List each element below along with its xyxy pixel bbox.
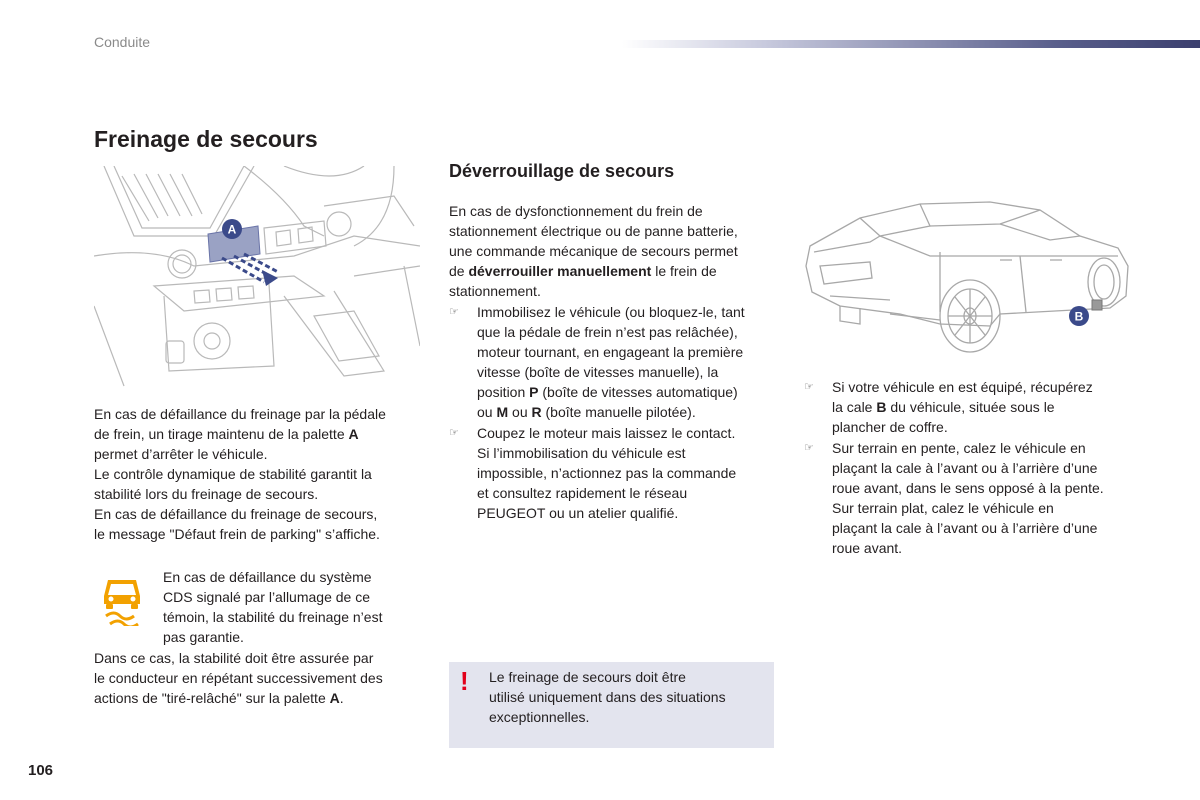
exclamation-icon: ! <box>460 666 469 696</box>
dashboard-illustration <box>94 166 420 392</box>
left-column-text <box>94 404 424 544</box>
text-line: et consultez rapidement le réseau <box>477 485 688 501</box>
text-line: roue avant. <box>832 540 903 556</box>
bullet-item <box>449 423 779 523</box>
text-bold: déverrouiller manuellement <box>468 263 652 279</box>
text-line: la cale <box>832 399 877 415</box>
text-line: Sur terrain plat, calez le véhicule en <box>832 500 1054 516</box>
text-line: roue avant, dans le sens opposé à la pente. <box>832 480 1104 496</box>
text-line: le conducteur en répétant successivement des <box>94 670 383 686</box>
text-line: plancher de coffre. <box>832 419 948 435</box>
text-line: PEUGEOT ou un atelier qualifié. <box>477 505 679 521</box>
callout-a-label: A <box>227 222 237 237</box>
cds-warning-icon <box>98 572 146 626</box>
text-line: Immobilisez le véhicule (ou bloquez-le, tant <box>477 304 745 320</box>
text-bold: R <box>531 404 542 420</box>
text-line: stationnement électrique ou de panne batterie, <box>449 223 738 239</box>
hand-pointer-icon: ☞ <box>449 306 459 318</box>
text-line: que la pédale de frein n’est pas relâchée), <box>477 324 738 340</box>
cds-text <box>163 567 423 647</box>
page-number: 106 <box>28 762 54 779</box>
section-label: Conduite <box>94 34 151 50</box>
text-line: le frein de <box>651 263 717 279</box>
text-bold: P <box>529 384 539 400</box>
text-line: ou <box>477 404 497 420</box>
middle-intro <box>449 201 779 301</box>
text-line: En cas de défaillance du freinage par la pédale <box>94 406 386 422</box>
text-line: . <box>339 690 344 706</box>
text-line: une commande mécanique de secours permet <box>449 243 738 259</box>
text-line: vitesse (boîte de vitesses manuelle), la <box>477 364 719 380</box>
paragraph <box>94 404 424 544</box>
bullet-text <box>832 377 1134 437</box>
text-line: de <box>449 263 469 279</box>
left-final-paragraph <box>94 648 424 708</box>
bullet-text <box>477 423 779 523</box>
text-line: ou <box>508 404 532 420</box>
text-line: Dans ce cas, la stabilité doit être assurée par <box>94 650 374 666</box>
text-line: de frein, un tirage maintenu de la palette <box>94 426 349 442</box>
text-line: Sur terrain en pente, calez le véhicule en <box>832 440 1086 456</box>
text-line: plaçant la cale à l’avant ou à l’arrière d’une <box>832 520 1098 536</box>
text-line: Le freinage de secours doit être <box>489 669 686 685</box>
text-line: (boîte de vitesses automatique) <box>538 384 738 400</box>
bullet-item <box>804 438 1134 558</box>
text-bold: B <box>876 399 887 415</box>
text-line: position <box>477 384 530 400</box>
text-line: impossible, n’actionnez pas la commande <box>477 465 737 481</box>
hand-pointer-icon: ☞ <box>804 442 814 454</box>
text-line: du véhicule, située sous le <box>886 399 1055 415</box>
text-line: stationnement. <box>449 283 541 299</box>
text-bold: A <box>348 426 359 442</box>
warning-text <box>489 667 759 727</box>
text-line: exceptionnelles. <box>489 709 590 725</box>
text-line: plaçant la cale à l’avant ou à l’arrière d’une <box>832 460 1098 476</box>
text-line: le message "Défaut frein de parking" s’affiche. <box>94 526 380 542</box>
bullet-text <box>832 438 1134 558</box>
text-bold: A <box>329 690 340 706</box>
text-line: Le contrôle dynamique de stabilité garantit la <box>94 466 372 482</box>
callout-b-label: B <box>1074 309 1084 324</box>
car-illustration <box>800 196 1135 358</box>
bullet-text <box>477 302 779 422</box>
text-line: stabilité lors du freinage de secours. <box>94 486 319 502</box>
text-bold: M <box>496 404 509 420</box>
text-line: Si votre véhicule en est équipé, récupérez <box>832 379 1093 395</box>
text-line: Si l’immobilisation du véhicule est <box>477 445 686 461</box>
hand-pointer-icon: ☞ <box>804 381 814 393</box>
text-line: En cas de dysfonctionnement du frein de <box>449 203 703 219</box>
text-line: témoin, la stabilité du freinage n’est <box>163 609 383 625</box>
text-line: pas garantie. <box>163 629 244 645</box>
text-line: actions de "tiré-relâché" sur la palette <box>94 690 330 706</box>
bullet-item <box>804 377 1134 437</box>
hand-pointer-icon: ☞ <box>449 427 459 439</box>
text-line: permet d’arrêter le véhicule. <box>94 446 268 462</box>
header-accent-bar <box>622 40 1200 48</box>
bullet-item <box>449 302 779 422</box>
text-line: En cas de défaillance du système <box>163 569 372 585</box>
text-line: utilisé uniquement dans des situations <box>489 689 726 705</box>
text-line: Coupez le moteur mais laissez le contact. <box>477 425 736 441</box>
text-line: CDS signalé par l’allumage de ce <box>163 589 370 605</box>
text-line: (boîte manuelle pilotée). <box>541 404 696 420</box>
page-title: Freinage de secours <box>94 126 318 152</box>
section-subheading: Déverrouillage de secours <box>449 161 675 181</box>
text-line: En cas de défaillance du freinage de secours, <box>94 506 378 522</box>
text-line: moteur tournant, en engageant la première <box>477 344 744 360</box>
